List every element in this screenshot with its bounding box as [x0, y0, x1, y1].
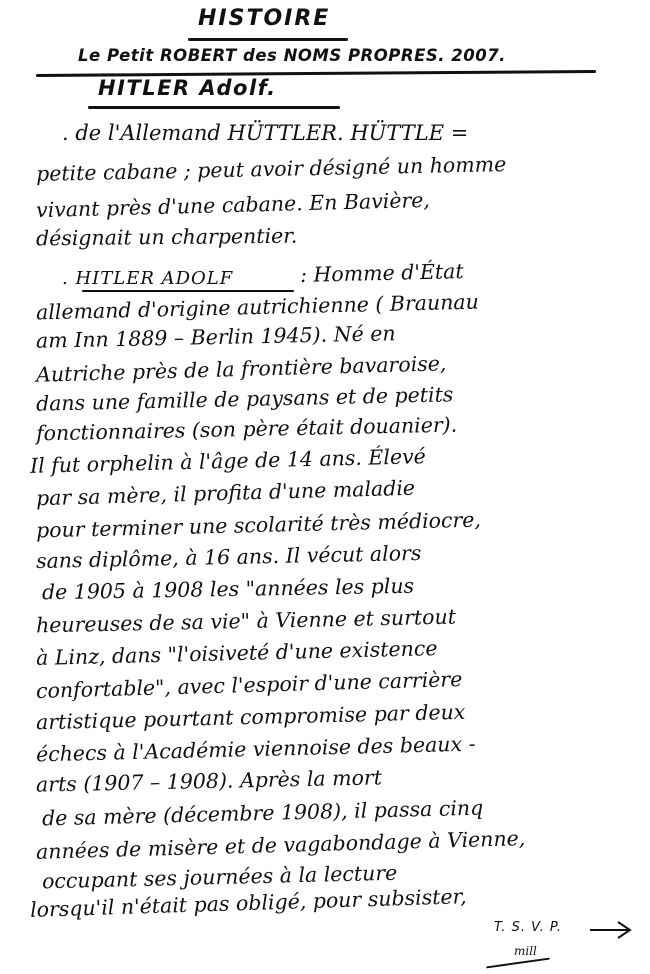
- text-line: désignait un charpentier.: [35, 223, 298, 251]
- text-line: par sa mère, il profita d'une maladie: [35, 475, 416, 511]
- text-line: heureuses de sa vie" à Vienne et surtout: [35, 604, 457, 638]
- text-line: confortable", avec l'espoir d'une carrière: [35, 667, 463, 703]
- signature: mill: [514, 944, 537, 958]
- text-line: échecs à l'Académie viennoise des beaux -: [35, 731, 476, 767]
- text-line: dans une famille de paysans et de petits: [35, 382, 454, 416]
- tvp-note: T. S. V. P.: [494, 920, 563, 935]
- text-line: sans diplôme, à 16 ans. Il vécut alors: [35, 540, 422, 574]
- text-line: de sa mère (décembre 1908), il passa cinq: [41, 795, 484, 831]
- page-title: HISTOIRE: [198, 6, 331, 31]
- text-line: à Linz, dans "l'oisiveté d'une existence: [35, 636, 438, 670]
- text-line: Il fut orphelin à l'âge de 14 ans. Élevé: [29, 444, 427, 478]
- entry-lead: . HITLER ADOLF: [62, 268, 234, 289]
- text-line: . de l'Allemand HÜTTLER. HÜTTLE =: [62, 121, 469, 145]
- text-line: occupant ses journées à la lecture: [41, 860, 398, 894]
- text-line: arts (1907 – 1908). Après la mort: [35, 765, 383, 797]
- text-line: : Homme d'État: [299, 259, 464, 287]
- signature-underline: [486, 958, 550, 969]
- title-underline: [188, 38, 348, 41]
- text-line: années de misère et de vagabondage à Vienne,: [35, 826, 526, 864]
- source-reference: Le Petit ROBERT des NOMS PROPRES. 2007.: [78, 46, 506, 65]
- text-line: de 1905 à 1908 les "années les plus: [41, 573, 415, 605]
- text-line: petite cabane ; peut avoir désigné un homme: [35, 152, 507, 186]
- subject-underline: [88, 106, 340, 109]
- text-line: allemand d'origine autrichienne ( Braunau: [35, 289, 480, 325]
- text-line: fonctionnaires (son père était douanier).: [35, 412, 458, 446]
- subject-heading: HITLER Adolf.: [98, 76, 277, 100]
- text-line: vivant près d'une cabane. En Bavière,: [35, 187, 431, 223]
- text-line: am Inn 1889 – Berlin 1945). Né en: [35, 321, 396, 353]
- text-line: artistique pourtant compromise par deux: [35, 699, 466, 735]
- text-line: lorsqu'il n'était pas obligé, pour subsister,: [29, 884, 467, 922]
- text-line: pour terminer une scolarité très médiocre,: [35, 507, 482, 543]
- text-line: Autriche près de la frontière bavaroise,: [35, 351, 447, 387]
